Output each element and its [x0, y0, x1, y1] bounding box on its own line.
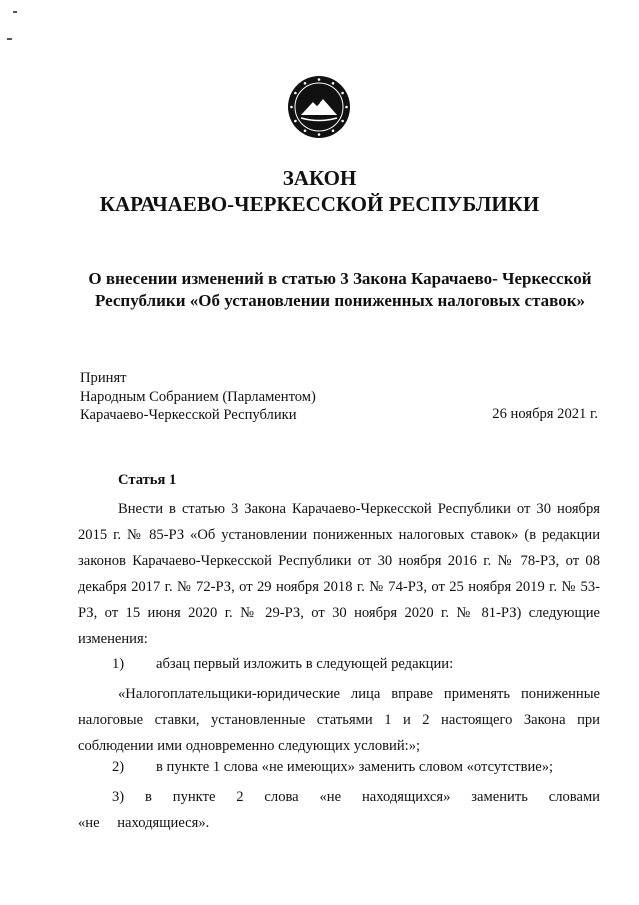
list-item: 3) в пункте 2 слова «не находящихся» заменить словами «не находящиеся».	[78, 789, 600, 831]
republic-title: КАРАЧАЕВО-ЧЕРКЕССКОЙ РЕСПУБЛИКИ	[99, 192, 540, 216]
subtitle-line: Республики «Об установлении пониженных налоговых ставок»	[94, 291, 586, 310]
article-heading: Статья 1	[118, 472, 177, 488]
adoption-block	[80, 369, 316, 425]
item-text: в пункте 1 слова «не имеющих» заменить словом «отсутствие»;	[156, 759, 554, 775]
adopting-body-republic: Карачаево-Черкесской Республики	[80, 407, 297, 423]
quoted-paragraph: «Налогоплательщики-юридические лица вправе применять пониженные налоговые ставки, установленные статьями 1 и 2 настоящего Закона при соблюдении ими одновременно следующих условий:»;	[78, 686, 600, 754]
item-text: абзац первый изложить в следующей редакции:	[156, 656, 454, 672]
law-title: ЗАКОН	[282, 166, 357, 190]
scan-speck	[13, 11, 17, 13]
adopted-label: Принят	[80, 370, 127, 386]
adopting-body: Народным Собранием (Парламентом)	[80, 388, 316, 405]
item-number: 2)	[112, 759, 125, 775]
subtitle-line: О внесении изменений в статью 3 Закона Карачаево- Черкесской	[88, 269, 592, 288]
scan-speck	[7, 38, 12, 40]
law-subtitle	[70, 268, 610, 312]
article-intro-paragraph: Внести в статью 3 Закона Карачаево-Черкесской Республики от 30 ноября 2015 г. № 85-РЗ «Об установлении пониженных налоговых ставок» (в редакции законов Карачаево-Черкесской Республики от 30 ноября 2016 г. № 78-РЗ, от 08 декабря 2017 г. № 72-РЗ, от 29 ноября 2018 г. № 74-РЗ, от 25 ноября 2019 г. № 53-РЗ, от 15 июня 2020 г. № 29-РЗ, от 30 ноября 2020 г. № 81-РЗ) следующие изменения:	[78, 501, 600, 647]
item-number: 1)	[112, 656, 125, 672]
coat-of-arms-emblem	[287, 75, 351, 139]
adoption-date: 26 ноября 2021 г.	[492, 406, 598, 422]
